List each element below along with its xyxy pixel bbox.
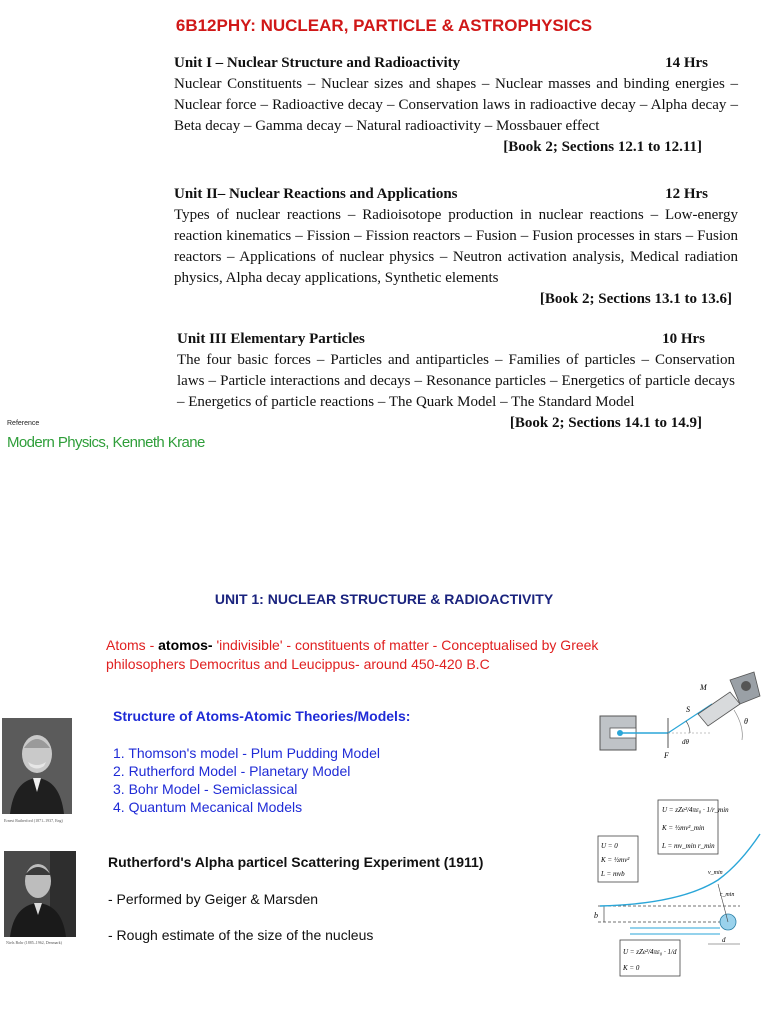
equation-text: U = zZe²/4πε₀ · 1/r_min [662, 806, 729, 814]
unit-1-block [174, 53, 738, 158]
rutherford-caption: Ernest Rutherford (1871–1937, Eng) [4, 818, 63, 823]
list-item: 1. Thomson's model - Plum Pudding Model [113, 745, 380, 761]
equation-text: K = 0 [623, 964, 640, 972]
list-item: 2. Rutherford Model - Planetary Model [113, 763, 351, 779]
figure-label: r_min [720, 892, 735, 898]
unit-name: Unit II– Nuclear Reactions and Applications [174, 186, 458, 202]
equation-text: K = ½mv²_min [662, 824, 705, 832]
figure-label: θ [744, 717, 748, 726]
figure-label: dθ [682, 738, 689, 746]
unit-hours: 10 Hrs [662, 331, 705, 347]
bohr-caption: Niels Bohr (1885–1962, Denmark) [6, 940, 62, 945]
atoms-intro-prefix: Atoms - [106, 637, 159, 653]
unit-header [177, 329, 735, 350]
figure-label: S [686, 705, 690, 714]
unit-name: Unit III Elementary Particles [177, 331, 365, 347]
portrait-icon [2, 718, 72, 814]
figure-label: F [664, 751, 669, 760]
unit-topics: Types of nuclear reactions – Radioisotope production in nuclear reactions – Low-energy reaction kinematics – Fission – Fission reactors – Fusion – Fusion processes in stars – Fusion reactors – Applications of nuclear physics – Neutron activation analysis, Medical radiation physics, Alpha decay applications, Synthetic elements [174, 207, 738, 286]
equation-text: K = ½mv² [601, 856, 630, 864]
figure-label: M [700, 683, 707, 692]
unit-topics: Nuclear Constituents – Nuclear sizes and shapes – Nuclear masses and binding energies – Nuclear force – Radioactive decay – Conservation laws in radioactive decay – Alpha decay – Beta decay – Gamma decay – Natural radioactivity – Mossbauer effect [174, 76, 738, 134]
equation-text: U = 0 [601, 842, 618, 850]
page-title: 6B12PHY: NUCLEAR, PARTICLE & ASTROPHYSICS [175, 16, 593, 35]
unit-header [174, 53, 738, 74]
atoms-intro [106, 636, 666, 674]
list-item: 4. Quantum Mecanical Models [113, 799, 303, 815]
bohr-photo [4, 851, 76, 937]
list-item: 3. Bohr Model - Semiclassical [113, 781, 298, 797]
unit-hours: 12 Hrs [665, 186, 708, 202]
equation-text: U = zZe²/4πε₀ · 1/d [623, 948, 677, 956]
unit-topics: The four basic forces – Particles and antiparticles – Families of particles – Conservation laws – Particle interactions and decays – Resonance particles – Energetics of particle decays – Energetics of particle reactions – The Quark Model – The Standard Model [177, 352, 735, 410]
equation-text: L = mv_min r_min [662, 842, 715, 850]
figure-label: v_min [708, 870, 723, 876]
unit-3-block [177, 329, 735, 434]
models-heading: Structure of Atoms-Atomic Theories/Models: [113, 708, 411, 724]
scattering-apparatus-figure [594, 666, 764, 774]
unit-book-reference: [Book 2; Sections 14.1 to 14.9] [509, 415, 702, 431]
unit-name: Unit I – Nuclear Structure and Radioactivity [174, 55, 461, 71]
unit-hours: 14 Hrs [665, 55, 708, 71]
atoms-intro-term: atomos- [158, 637, 213, 653]
unit-book-reference: [Book 2; Sections 12.1 to 12.11] [503, 139, 702, 155]
experiment-heading: Rutherford's Alpha particel Scattering Experiment (1911) [108, 854, 484, 870]
unit-header [174, 184, 738, 205]
alpha-trajectory-figure [590, 794, 762, 978]
figure-label: d [722, 936, 726, 944]
experiment-point: - Rough estimate of the size of the nucleus [108, 927, 374, 943]
reference-label: Reference [7, 420, 40, 427]
experiment-point: - Performed by Geiger & Marsden [108, 891, 319, 907]
atoms-intro-text: 'indivisible' - constituents of matter - Conceptualised by Greek philosophers Democritus and Leucippus- around 450-420 B.C [106, 637, 599, 672]
unit-2-block [174, 184, 738, 310]
reference-book: Modern Physics, Kenneth Krane [7, 434, 205, 451]
models-list [113, 744, 380, 816]
rutherford-photo [2, 718, 72, 814]
equation-text: L = mvb [601, 870, 625, 878]
unit-1-heading: UNIT 1: NUCLEAR STRUCTURE & RADIOACTIVITY [214, 591, 554, 607]
unit-book-reference: [Book 2; Sections 13.1 to 13.6] [539, 291, 732, 307]
portrait-icon [4, 851, 76, 937]
figure-label: b [594, 911, 598, 920]
